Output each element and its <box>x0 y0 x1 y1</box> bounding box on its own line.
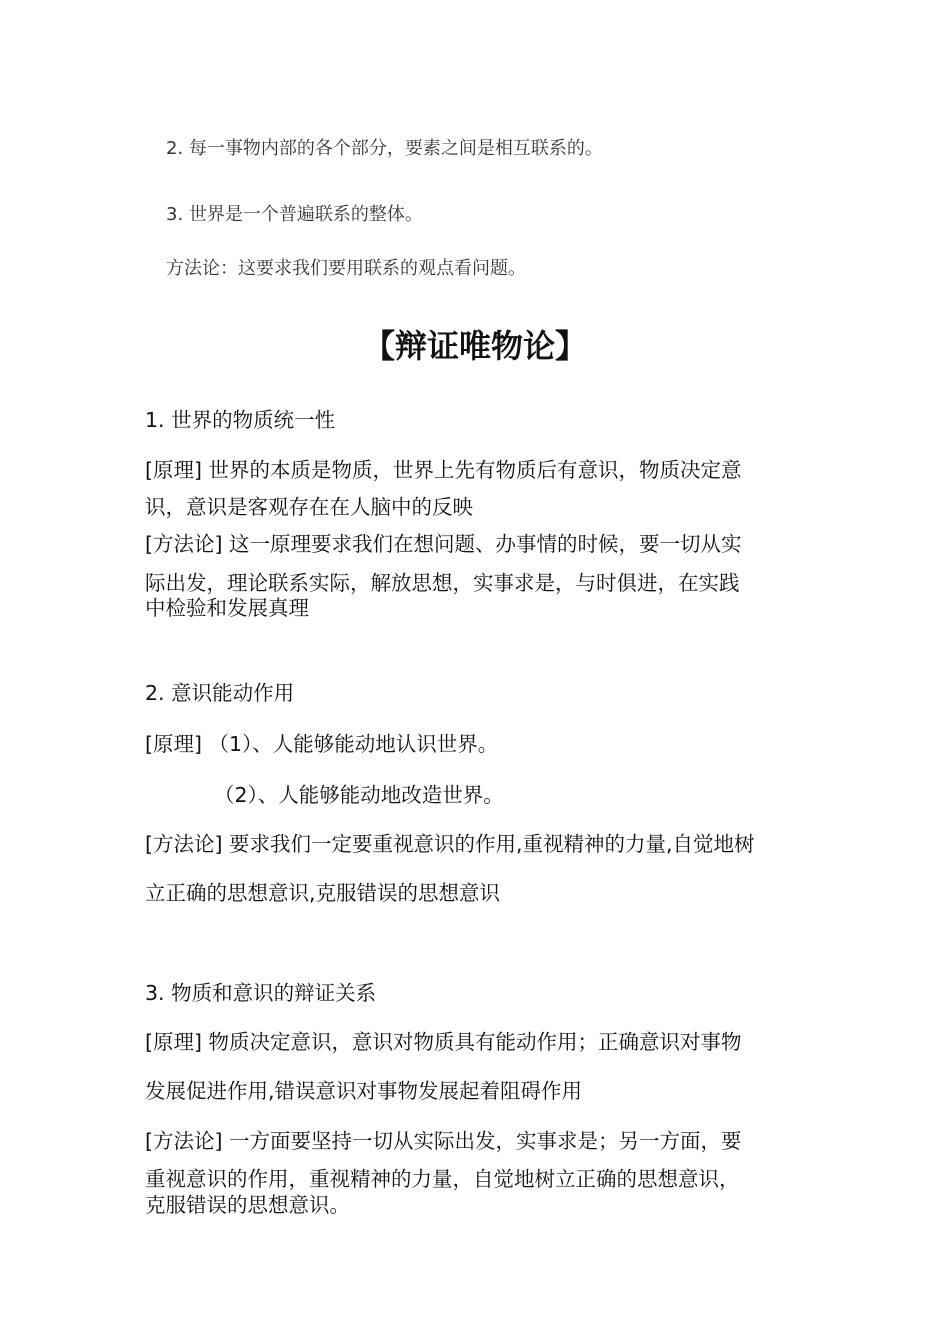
s2-principle-line-2: （2）、人能够能动地改造世界。 <box>214 783 504 807</box>
s3-heading: 3. 物质和意识的辩证关系 <box>145 981 377 1005</box>
s3-method-line-2: 重视意识的作用，重视精神的力量，自觉地树立正确的思想意识， <box>145 1167 740 1191</box>
s1-method-line-1: [方法论] 这一原理要求我们在想问题、办事情的时候，要一切从实 <box>145 532 742 556</box>
s1-principle-line-1: [原理] 世界的本质是物质，世界上先有物质后有意识，物质决定意 <box>145 458 742 482</box>
section-title: 【辩证唯物论】 <box>362 327 587 365</box>
s3-principle-line-1: [原理] 物质决定意识，意识对物质具有能动作用；正确意识对事物 <box>145 1030 742 1054</box>
s3-principle-line-2: 发展促进作用,错误意识对事物发展起着阻碍作用 <box>145 1079 583 1103</box>
methodology-text: 方法论：这要求我们要用联系的观点看问题。 <box>166 258 526 279</box>
s1-method-line-2: 际出发，理论联系实际，解放思想，实事求是，与时俱进，在实践 <box>145 571 740 595</box>
s1-method-line-3: 中检验和发展真理 <box>145 596 309 620</box>
s2-method-line-1: [方法论] 要求我们一定要重视意识的作用,重视精神的力量,自觉地树 <box>145 832 755 856</box>
s2-heading: 2. 意识能动作用 <box>145 681 295 705</box>
s1-heading: 1. 世界的物质统一性 <box>145 408 336 432</box>
s3-method-line-1: [方法论] 一方面要坚持一切从实际出发，实事求是；另一方面，要 <box>145 1129 742 1153</box>
s1-principle-line-2: 识，意识是客观存在在人脑中的反映 <box>145 495 473 519</box>
item-3-text: 3. 世界是一个普遍联系的整体。 <box>166 204 423 225</box>
s3-method-line-3: 克服错误的思想意识。 <box>145 1193 350 1217</box>
item-2-text: 2. 每一事物内部的各个部分，要素之间是相互联系的。 <box>166 138 603 159</box>
s2-method-line-2: 立正确的思想意识,克服错误的思想意识 <box>145 881 501 905</box>
s2-principle-line-1: [原理] （1）、人能够能动地认识世界。 <box>145 732 499 756</box>
